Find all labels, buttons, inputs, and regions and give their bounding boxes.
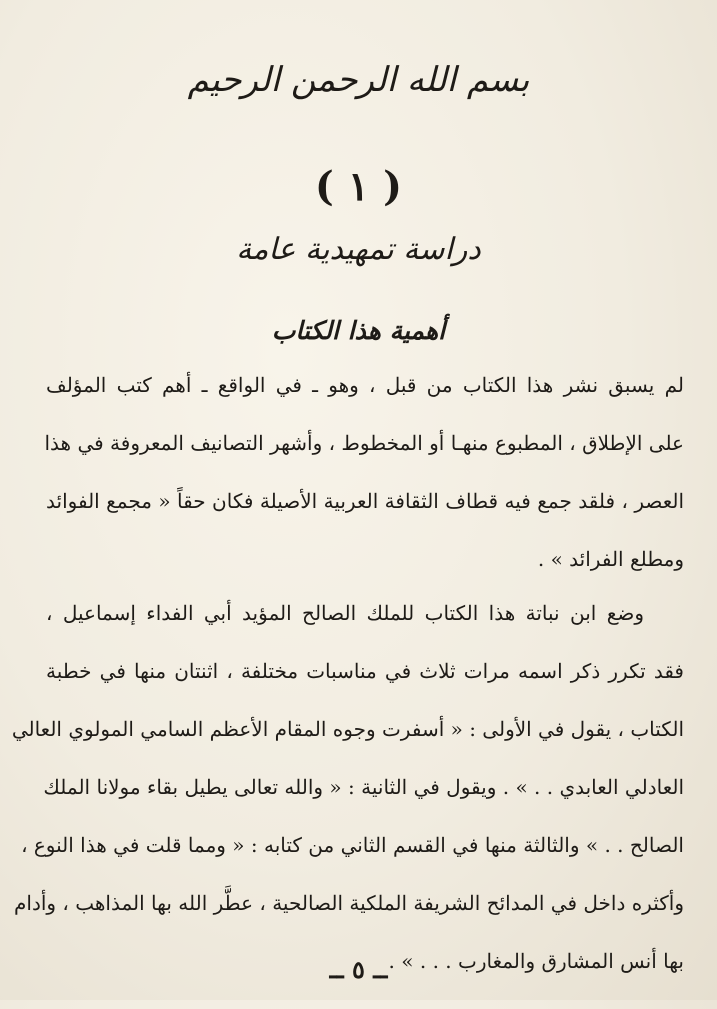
text-line: على الإطلاق ، المطبوع منهـا أو المخطوط ، وأشهر التصانيف المعروفة في هذا [44, 431, 684, 455]
text-line: وأكثره داخل في المدائح الشريفة الملكية الصالحية ، عطَّر الله بها المذاهب ، وأدام [14, 891, 684, 915]
text-line: العادلي العابدي . . » . ويقول في الثانية : « والله تعالى يطيل بقاء مولانا الملك [43, 775, 684, 799]
text-line: العصر ، فلقد جمع فيه قطاف الثقافة العربية الأصيلة فكان حقاً « مجمع الفوائد [46, 489, 684, 513]
section-heading: أهمية هذا الكتاب [271, 316, 446, 345]
chapter-title: دراسة تمهيدية عامة [236, 232, 481, 267]
text-line: فقد تكرر ذكر اسمه مرات ثلاث في مناسبات مختلفة ، اثنتان منها في خطبة [46, 659, 684, 683]
paragraph-1 [46, 375, 684, 607]
chapter-number: ( ١ ) [314, 163, 403, 210]
text-line: لم يسبق نشر هذا الكتاب من قبل ، وهو ـ في الواقع ـ أهم كتب المؤلف [46, 373, 684, 397]
page-number: ــ ٥ ــ [329, 955, 388, 984]
basmala-heading: بسم الله الرحمن الرحيم [187, 60, 530, 100]
text-line: الكتاب ، يقول في الأولى : « أسفرت وجوه المقام الأعظم السامي المولوي العالي [11, 717, 684, 741]
text-line: ومطلع الفرائد » . [537, 547, 684, 571]
text-line: بها أنس المشارق والمغارب . . . » . [388, 949, 684, 973]
paragraph-2 [11, 601, 684, 1009]
text-line: وضع ابن نباتة هذا الكتاب للملك الصالح المؤيد أبي الفداء إسماعيل ، [46, 601, 644, 625]
text-line: الصالح . . » والثالثة منها في القسم الثاني من كتابه : « ومما قلت في هذا النوع ، [21, 833, 684, 857]
